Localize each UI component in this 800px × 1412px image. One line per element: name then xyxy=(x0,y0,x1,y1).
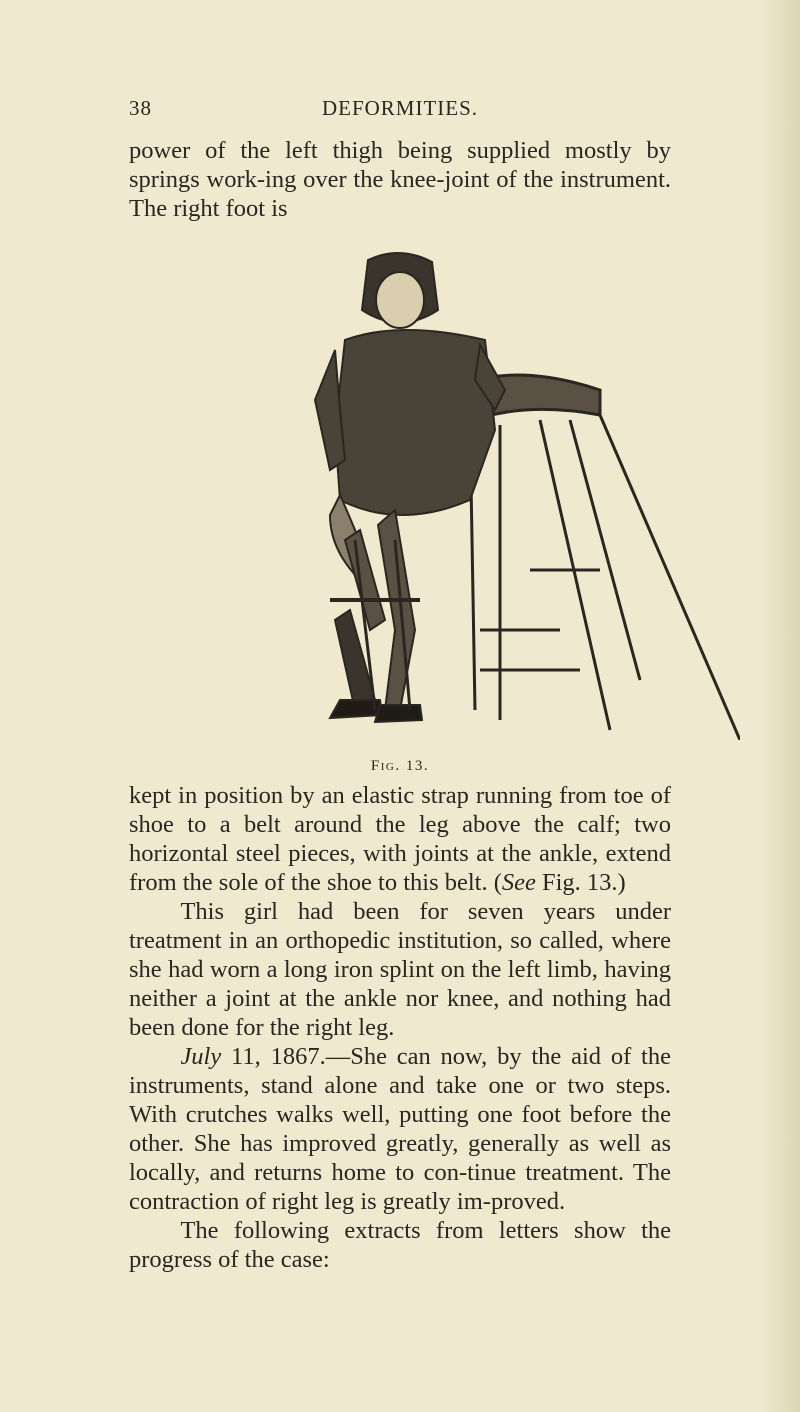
figure-caption: Fig. 13. xyxy=(370,758,430,774)
running-title: DEFORMITIES. xyxy=(321,96,479,120)
text-before-figure xyxy=(129,136,671,223)
paragraph-4: The following extracts from letters show the progress of the case: xyxy=(129,1217,671,1273)
paragraph-2: This girl had been for seven years under treatment in an orthopedic institution, so called, where she had worn a long iron splint on the left limb, having neither a joint at the ankle nor knee, and nothing had been done for the right leg. xyxy=(129,898,671,1041)
figure-13-illustration xyxy=(300,240,740,740)
text-after-figure xyxy=(129,781,671,1274)
page-header xyxy=(129,96,671,132)
paragraph-1: kept in position by an elastic strap running from toe of shoe to a belt around the leg above the calf; two horizontal steel pieces, with joints at the ankle, extend from the sole of the shoe to this belt. (See Fig. 13.) xyxy=(129,782,671,896)
paragraph-3: July 11, 1867.—She can now, by the aid of the instruments, stand alone and take one or two steps. With crutches walks well, putting one foot before the other. She has improved greatly, generally as well as locally, and returns home to con-tinue treatment. The contraction of right leg is greatly im-proved. xyxy=(129,1043,671,1215)
page-edge-shadow xyxy=(760,0,800,1412)
girl-illustration xyxy=(315,253,505,722)
paragraph-continued: power of the left thigh being supplied mostly by springs work-ing over the knee-joint of the instrument. The right foot is xyxy=(129,137,671,222)
page-number: 38 xyxy=(129,96,152,120)
